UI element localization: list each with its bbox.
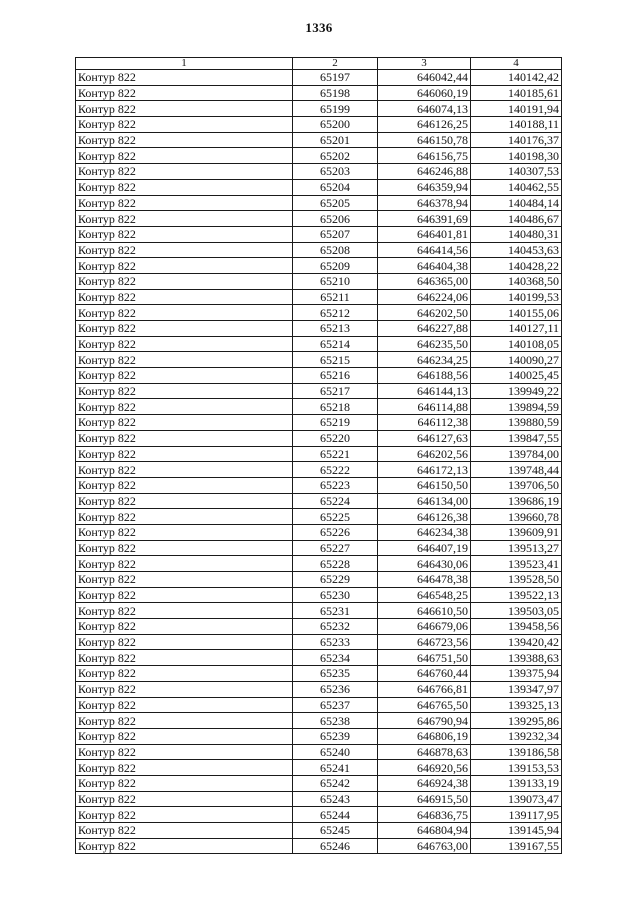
cell-point-number: 65239 (293, 728, 378, 744)
cell-contour-name: Контур 822 (76, 430, 293, 446)
cell-y-coordinate: 139145,94 (471, 823, 562, 839)
cell-x-coordinate: 646126,38 (378, 509, 471, 525)
table-row (76, 462, 562, 478)
cell-point-number: 65230 (293, 587, 378, 603)
cell-point-number: 65206 (293, 211, 378, 227)
cell-y-coordinate: 139167,55 (471, 838, 562, 854)
cell-y-coordinate: 139186,58 (471, 744, 562, 760)
cell-point-number: 65231 (293, 603, 378, 619)
cell-point-number: 65208 (293, 242, 378, 258)
cell-point-number: 65221 (293, 446, 378, 462)
cell-point-number: 65240 (293, 744, 378, 760)
cell-point-number: 65235 (293, 666, 378, 682)
table-row (76, 101, 562, 117)
cell-point-number: 65224 (293, 493, 378, 509)
cell-y-coordinate: 139609,91 (471, 524, 562, 540)
cell-point-number: 65198 (293, 85, 378, 101)
cell-x-coordinate: 646391,69 (378, 211, 471, 227)
column-header-y-coordinate: 4 (471, 58, 562, 70)
cell-contour-name: Контур 822 (76, 415, 293, 431)
table-row (76, 509, 562, 525)
cell-contour-name: Контур 822 (76, 289, 293, 305)
cell-y-coordinate: 139073,47 (471, 791, 562, 807)
cell-point-number: 65214 (293, 336, 378, 352)
cell-contour-name: Контур 822 (76, 305, 293, 321)
cell-point-number: 65246 (293, 838, 378, 854)
cell-point-number: 65217 (293, 383, 378, 399)
cell-x-coordinate: 646126,25 (378, 117, 471, 133)
cell-x-coordinate: 646042,44 (378, 70, 471, 86)
cell-y-coordinate: 140484,14 (471, 195, 562, 211)
cell-contour-name: Контур 822 (76, 791, 293, 807)
cell-y-coordinate: 139660,78 (471, 509, 562, 525)
cell-point-number: 65223 (293, 477, 378, 493)
cell-y-coordinate: 139347,97 (471, 681, 562, 697)
cell-point-number: 65199 (293, 101, 378, 117)
table-row (76, 446, 562, 462)
table-row (76, 823, 562, 839)
cell-y-coordinate: 139949,22 (471, 383, 562, 399)
table-row (76, 321, 562, 337)
table-row (76, 148, 562, 164)
table-row (76, 728, 562, 744)
cell-y-coordinate: 140480,31 (471, 226, 562, 242)
table-row (76, 744, 562, 760)
cell-y-coordinate: 139388,63 (471, 650, 562, 666)
cell-y-coordinate: 139748,44 (471, 462, 562, 478)
cell-point-number: 65201 (293, 132, 378, 148)
cell-y-coordinate: 139375,94 (471, 666, 562, 682)
cell-x-coordinate: 646234,38 (378, 524, 471, 540)
cell-x-coordinate: 646414,56 (378, 242, 471, 258)
cell-point-number: 65220 (293, 430, 378, 446)
cell-x-coordinate: 646401,81 (378, 226, 471, 242)
cell-point-number: 65228 (293, 556, 378, 572)
cell-x-coordinate: 646224,06 (378, 289, 471, 305)
cell-y-coordinate: 140486,67 (471, 211, 562, 227)
cell-point-number: 65205 (293, 195, 378, 211)
cell-point-number: 65213 (293, 321, 378, 337)
cell-contour-name: Контур 822 (76, 368, 293, 384)
cell-contour-name: Контур 822 (76, 195, 293, 211)
table-row (76, 179, 562, 195)
cell-contour-name: Контур 822 (76, 838, 293, 854)
cell-point-number: 65227 (293, 540, 378, 556)
cell-x-coordinate: 646679,06 (378, 619, 471, 635)
cell-x-coordinate: 646478,38 (378, 572, 471, 588)
cell-contour-name: Контур 822 (76, 258, 293, 274)
cell-contour-name: Контур 822 (76, 242, 293, 258)
column-header-x-coordinate: 3 (378, 58, 471, 70)
cell-y-coordinate: 139232,34 (471, 728, 562, 744)
cell-point-number: 65241 (293, 760, 378, 776)
cell-point-number: 65234 (293, 650, 378, 666)
cell-point-number: 65245 (293, 823, 378, 839)
cell-y-coordinate: 140191,94 (471, 101, 562, 117)
cell-x-coordinate: 646114,88 (378, 399, 471, 415)
cell-point-number: 65216 (293, 368, 378, 384)
cell-y-coordinate: 139325,13 (471, 697, 562, 713)
cell-x-coordinate: 646610,50 (378, 603, 471, 619)
cell-x-coordinate: 646172,13 (378, 462, 471, 478)
cell-contour-name: Контур 822 (76, 650, 293, 666)
cell-point-number: 65237 (293, 697, 378, 713)
cell-x-coordinate: 646227,88 (378, 321, 471, 337)
cell-contour-name: Контур 822 (76, 85, 293, 101)
cell-x-coordinate: 646548,25 (378, 587, 471, 603)
table-row (76, 399, 562, 415)
cell-x-coordinate: 646430,06 (378, 556, 471, 572)
cell-x-coordinate: 646359,94 (378, 179, 471, 195)
cell-x-coordinate: 646751,50 (378, 650, 471, 666)
cell-y-coordinate: 139528,50 (471, 572, 562, 588)
cell-y-coordinate: 140025,45 (471, 368, 562, 384)
cell-y-coordinate: 140453,63 (471, 242, 562, 258)
cell-x-coordinate: 646878,63 (378, 744, 471, 760)
cell-point-number: 65200 (293, 117, 378, 133)
cell-y-coordinate: 139295,86 (471, 713, 562, 729)
table-row (76, 132, 562, 148)
cell-point-number: 65207 (293, 226, 378, 242)
cell-point-number: 65232 (293, 619, 378, 635)
cell-x-coordinate: 646915,50 (378, 791, 471, 807)
cell-y-coordinate: 139153,53 (471, 760, 562, 776)
cell-x-coordinate: 646150,50 (378, 477, 471, 493)
column-header-point-number: 2 (293, 58, 378, 70)
cell-point-number: 65215 (293, 352, 378, 368)
table-header-row (76, 58, 562, 70)
cell-y-coordinate: 140462,55 (471, 179, 562, 195)
cell-contour-name: Контур 822 (76, 540, 293, 556)
table-row (76, 273, 562, 289)
table-row (76, 383, 562, 399)
table-row (76, 775, 562, 791)
cell-y-coordinate: 139686,19 (471, 493, 562, 509)
table-row (76, 415, 562, 431)
table-row (76, 681, 562, 697)
table-row (76, 477, 562, 493)
cell-point-number: 65209 (293, 258, 378, 274)
cell-y-coordinate: 139706,50 (471, 477, 562, 493)
cell-x-coordinate: 646188,56 (378, 368, 471, 384)
cell-point-number: 65197 (293, 70, 378, 86)
cell-y-coordinate: 139522,13 (471, 587, 562, 603)
cell-x-coordinate: 646404,38 (378, 258, 471, 274)
cell-point-number: 65212 (293, 305, 378, 321)
cell-contour-name: Контур 822 (76, 399, 293, 415)
table-row (76, 117, 562, 133)
cell-point-number: 65233 (293, 634, 378, 650)
cell-point-number: 65229 (293, 572, 378, 588)
cell-point-number: 65211 (293, 289, 378, 305)
cell-point-number: 65204 (293, 179, 378, 195)
table-row (76, 195, 562, 211)
cell-contour-name: Контур 822 (76, 775, 293, 791)
cell-y-coordinate: 140307,53 (471, 164, 562, 180)
table-row (76, 556, 562, 572)
table-row (76, 211, 562, 227)
cell-point-number: 65236 (293, 681, 378, 697)
cell-contour-name: Контур 822 (76, 321, 293, 337)
cell-x-coordinate: 646407,19 (378, 540, 471, 556)
table-row (76, 70, 562, 86)
cell-point-number: 65242 (293, 775, 378, 791)
table-row (76, 289, 562, 305)
table-row (76, 164, 562, 180)
cell-y-coordinate: 139894,59 (471, 399, 562, 415)
table-row (76, 603, 562, 619)
cell-x-coordinate: 646060,19 (378, 85, 471, 101)
table-row (76, 838, 562, 854)
table-row (76, 587, 562, 603)
cell-contour-name: Контур 822 (76, 148, 293, 164)
table-row (76, 760, 562, 776)
cell-x-coordinate: 646246,88 (378, 164, 471, 180)
cell-contour-name: Контур 822 (76, 117, 293, 133)
cell-contour-name: Контур 822 (76, 462, 293, 478)
cell-x-coordinate: 646127,63 (378, 430, 471, 446)
cell-point-number: 65225 (293, 509, 378, 525)
cell-contour-name: Контур 822 (76, 211, 293, 227)
cell-contour-name: Контур 822 (76, 634, 293, 650)
cell-y-coordinate: 140428,22 (471, 258, 562, 274)
cell-contour-name: Контур 822 (76, 744, 293, 760)
table-row (76, 352, 562, 368)
cell-contour-name: Контур 822 (76, 179, 293, 195)
table-row (76, 634, 562, 650)
cell-contour-name: Контур 822 (76, 101, 293, 117)
cell-contour-name: Контур 822 (76, 132, 293, 148)
table-row (76, 430, 562, 446)
table-row (76, 572, 562, 588)
cell-x-coordinate: 646924,38 (378, 775, 471, 791)
cell-y-coordinate: 139503,05 (471, 603, 562, 619)
cell-x-coordinate: 646234,25 (378, 352, 471, 368)
table-row (76, 242, 562, 258)
table-row (76, 666, 562, 682)
cell-contour-name: Контур 822 (76, 226, 293, 242)
cell-contour-name: Контур 822 (76, 681, 293, 697)
column-header-contour: 1 (76, 58, 293, 70)
cell-point-number: 65210 (293, 273, 378, 289)
cell-point-number: 65226 (293, 524, 378, 540)
table-row (76, 713, 562, 729)
cell-contour-name: Контур 822 (76, 587, 293, 603)
cell-contour-name: Контур 822 (76, 509, 293, 525)
cell-y-coordinate: 139458,56 (471, 619, 562, 635)
cell-x-coordinate: 646202,56 (378, 446, 471, 462)
coordinates-table (75, 57, 562, 854)
cell-y-coordinate: 139880,59 (471, 415, 562, 431)
cell-contour-name: Контур 822 (76, 383, 293, 399)
cell-contour-name: Контур 822 (76, 336, 293, 352)
cell-y-coordinate: 140127,11 (471, 321, 562, 337)
cell-point-number: 65244 (293, 807, 378, 823)
cell-point-number: 65202 (293, 148, 378, 164)
cell-x-coordinate: 646806,19 (378, 728, 471, 744)
cell-y-coordinate: 139133,19 (471, 775, 562, 791)
cell-x-coordinate: 646365,00 (378, 273, 471, 289)
table-row (76, 493, 562, 509)
cell-contour-name: Контур 822 (76, 273, 293, 289)
cell-contour-name: Контур 822 (76, 697, 293, 713)
cell-x-coordinate: 646804,94 (378, 823, 471, 839)
cell-contour-name: Контур 822 (76, 603, 293, 619)
cell-point-number: 65243 (293, 791, 378, 807)
cell-contour-name: Контур 822 (76, 446, 293, 462)
table-row (76, 226, 562, 242)
cell-contour-name: Контур 822 (76, 823, 293, 839)
table-row (76, 619, 562, 635)
cell-y-coordinate: 140199,53 (471, 289, 562, 305)
cell-point-number: 65203 (293, 164, 378, 180)
cell-x-coordinate: 646144,13 (378, 383, 471, 399)
cell-contour-name: Контур 822 (76, 572, 293, 588)
cell-y-coordinate: 140188,11 (471, 117, 562, 133)
table-body (76, 70, 562, 854)
cell-y-coordinate: 140368,50 (471, 273, 562, 289)
cell-contour-name: Контур 822 (76, 728, 293, 744)
table-row (76, 791, 562, 807)
cell-contour-name: Контур 822 (76, 70, 293, 86)
cell-x-coordinate: 646378,94 (378, 195, 471, 211)
cell-x-coordinate: 646150,78 (378, 132, 471, 148)
table-row (76, 650, 562, 666)
table-row (76, 524, 562, 540)
cell-y-coordinate: 139784,00 (471, 446, 562, 462)
page-number: 1336 (305, 20, 333, 35)
cell-contour-name: Контур 822 (76, 760, 293, 776)
cell-point-number: 65222 (293, 462, 378, 478)
cell-x-coordinate: 646766,81 (378, 681, 471, 697)
cell-x-coordinate: 646112,38 (378, 415, 471, 431)
cell-x-coordinate: 646763,00 (378, 838, 471, 854)
cell-x-coordinate: 646723,56 (378, 634, 471, 650)
cell-contour-name: Контур 822 (76, 807, 293, 823)
cell-x-coordinate: 646765,50 (378, 697, 471, 713)
cell-y-coordinate: 139513,27 (471, 540, 562, 556)
cell-y-coordinate: 139117,95 (471, 807, 562, 823)
cell-point-number: 65219 (293, 415, 378, 431)
cell-x-coordinate: 646920,56 (378, 760, 471, 776)
cell-contour-name: Контур 822 (76, 666, 293, 682)
table-row (76, 85, 562, 101)
cell-point-number: 65238 (293, 713, 378, 729)
cell-y-coordinate: 140155,06 (471, 305, 562, 321)
cell-contour-name: Контур 822 (76, 164, 293, 180)
cell-contour-name: Контур 822 (76, 352, 293, 368)
cell-point-number: 65218 (293, 399, 378, 415)
cell-x-coordinate: 646836,75 (378, 807, 471, 823)
cell-x-coordinate: 646134,00 (378, 493, 471, 509)
cell-x-coordinate: 646235,50 (378, 336, 471, 352)
table-row (76, 697, 562, 713)
cell-x-coordinate: 646760,44 (378, 666, 471, 682)
table-row (76, 336, 562, 352)
cell-contour-name: Контур 822 (76, 493, 293, 509)
cell-x-coordinate: 646156,75 (378, 148, 471, 164)
cell-contour-name: Контур 822 (76, 477, 293, 493)
table-row (76, 258, 562, 274)
table-row (76, 540, 562, 556)
cell-y-coordinate: 140198,30 (471, 148, 562, 164)
cell-y-coordinate: 139420,42 (471, 634, 562, 650)
table-row (76, 807, 562, 823)
table-row (76, 305, 562, 321)
cell-contour-name: Контур 822 (76, 713, 293, 729)
cell-x-coordinate: 646074,13 (378, 101, 471, 117)
cell-x-coordinate: 646202,50 (378, 305, 471, 321)
cell-y-coordinate: 140090,27 (471, 352, 562, 368)
cell-x-coordinate: 646790,94 (378, 713, 471, 729)
cell-y-coordinate: 140142,42 (471, 70, 562, 86)
table-row (76, 368, 562, 384)
cell-y-coordinate: 140176,37 (471, 132, 562, 148)
cell-y-coordinate: 139523,41 (471, 556, 562, 572)
cell-contour-name: Контур 822 (76, 619, 293, 635)
cell-contour-name: Контур 822 (76, 524, 293, 540)
cell-y-coordinate: 140108,05 (471, 336, 562, 352)
cell-contour-name: Контур 822 (76, 556, 293, 572)
cell-y-coordinate: 140185,61 (471, 85, 562, 101)
cell-y-coordinate: 139847,55 (471, 430, 562, 446)
